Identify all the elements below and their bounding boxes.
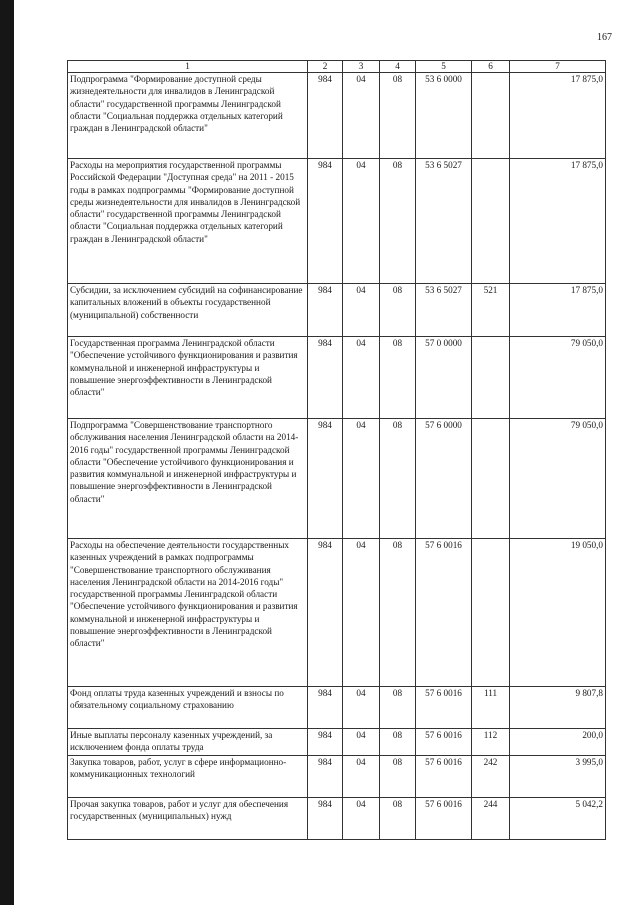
row-name: Государственная программа Ленинградской области "Обеспечение устойчивого функционирования и развития коммунальной и инженерной инфраструктуры и повышение энергоэффективности в Ленинградской области" (68, 337, 308, 419)
cell-amount: 19 050,0 (510, 539, 606, 687)
cell-code: 984 (308, 729, 343, 756)
row-name: Иные выплаты персоналу казенных учреждений, за исключением фонда оплаты труда (68, 729, 308, 756)
table-row (68, 729, 606, 756)
column-header: 7 (510, 61, 606, 73)
cell-expense-type: 242 (472, 756, 510, 798)
table-row (68, 756, 606, 798)
cell-code: 984 (308, 159, 343, 284)
budget-table (67, 60, 606, 840)
row-name: Закупка товаров, работ, услуг в сфере информационно-коммуникационных технологий (68, 756, 308, 798)
table-row (68, 798, 606, 840)
cell-code: 984 (308, 687, 343, 729)
column-header: 6 (472, 61, 510, 73)
cell-subsection: 08 (380, 798, 416, 840)
cell-amount: 5 042,2 (510, 798, 606, 840)
cell-code: 984 (308, 284, 343, 337)
cell-amount: 79 050,0 (510, 419, 606, 539)
row-name: Подпрограмма "Формирование доступной среды жизнедеятельности для инвалидов в Ленинградской области" государственной программы Ленинградской области "Социальная поддержка отдельных категорий граждан в Ленинградской области" (68, 73, 308, 159)
cell-code: 984 (308, 756, 343, 798)
cell-amount: 9 807,8 (510, 687, 606, 729)
cell-expense-type (472, 73, 510, 159)
cell-expense-type (472, 419, 510, 539)
row-name: Фонд оплаты труда казенных учреждений и взносы по обязательному социальному страхованию (68, 687, 308, 729)
cell-subsection: 08 (380, 687, 416, 729)
table-row (68, 284, 606, 337)
table-row (68, 687, 606, 729)
column-header: 3 (343, 61, 380, 73)
cell-target: 57 6 0016 (416, 798, 472, 840)
row-name: Расходы на обеспечение деятельности государственных казенных учреждений в рамках подпрограммы "Совершенствование транспортного обслуживания населения Ленинградской области на 2014-2016 годы" государственной программы Ленинградской области "Обеспечение устойчивого функционирования и развития коммунальной и инженерной инфраструктуры и повышение энергоэффективности в Ленинградской области" (68, 539, 308, 687)
scan-edge (0, 0, 14, 905)
cell-expense-type: 521 (472, 284, 510, 337)
cell-section: 04 (343, 756, 380, 798)
cell-expense-type: 111 (472, 687, 510, 729)
cell-amount: 3 995,0 (510, 756, 606, 798)
table-row (68, 419, 606, 539)
cell-section: 04 (343, 687, 380, 729)
row-name: Прочая закупка товаров, работ и услуг для обеспечения государственных (муниципальных) нужд (68, 798, 308, 840)
cell-subsection: 08 (380, 539, 416, 687)
cell-section: 04 (343, 539, 380, 687)
cell-target: 57 6 0016 (416, 687, 472, 729)
cell-subsection: 08 (380, 73, 416, 159)
cell-subsection: 08 (380, 756, 416, 798)
cell-expense-type (472, 539, 510, 687)
cell-code: 984 (308, 337, 343, 419)
cell-target: 53 6 0000 (416, 73, 472, 159)
row-name: Субсидии, за исключением субсидий на софинансирование капитальных вложений в объекты государственной (муниципальной) собственности (68, 284, 308, 337)
cell-expense-type: 112 (472, 729, 510, 756)
cell-section: 04 (343, 337, 380, 419)
cell-code: 984 (308, 419, 343, 539)
cell-target: 57 0 0000 (416, 337, 472, 419)
cell-code: 984 (308, 73, 343, 159)
cell-subsection: 08 (380, 159, 416, 284)
cell-section: 04 (343, 798, 380, 840)
cell-subsection: 08 (380, 419, 416, 539)
cell-amount: 200,0 (510, 729, 606, 756)
column-header: 2 (308, 61, 343, 73)
table-row (68, 159, 606, 284)
cell-expense-type (472, 159, 510, 284)
cell-amount: 17 875,0 (510, 159, 606, 284)
cell-section: 04 (343, 729, 380, 756)
cell-amount: 17 875,0 (510, 73, 606, 159)
cell-target: 53 6 5027 (416, 159, 472, 284)
cell-target: 57 6 0000 (416, 419, 472, 539)
row-name: Подпрограмма "Совершенствование транспортного обслуживания населения Ленинградской области на 2014-2016 годы" государственной программы Ленинградской области "Обеспечение устойчивого функционирования и развития коммунальной и инженерной инфраструктуры и повышение энергоэффективности в Ленинградской области" (68, 419, 308, 539)
cell-section: 04 (343, 284, 380, 337)
cell-amount: 17 875,0 (510, 284, 606, 337)
table-header-row (68, 61, 606, 73)
cell-section: 04 (343, 159, 380, 284)
cell-code: 984 (308, 539, 343, 687)
column-header: 4 (380, 61, 416, 73)
cell-section: 04 (343, 73, 380, 159)
page-number: 167 (597, 32, 612, 43)
cell-subsection: 08 (380, 337, 416, 419)
table-row (68, 73, 606, 159)
cell-target: 57 6 0016 (416, 729, 472, 756)
column-header: 5 (416, 61, 472, 73)
cell-target: 57 6 0016 (416, 756, 472, 798)
cell-subsection: 08 (380, 729, 416, 756)
row-name: Расходы на мероприятия государственной программы Российской Федерации "Доступная среда" на 2011 - 2015 годы в рамках подпрограммы "Формирование доступной среды жизнедеятельности для инвалидов в Ленинградской области" государственной программы Ленинградской области "Социальная поддержка отдельных категорий граждан в Ленинградской области" (68, 159, 308, 284)
cell-subsection: 08 (380, 284, 416, 337)
table-row (68, 337, 606, 419)
column-header: 1 (68, 61, 308, 73)
cell-amount: 79 050,0 (510, 337, 606, 419)
cell-section: 04 (343, 419, 380, 539)
cell-code: 984 (308, 798, 343, 840)
cell-target: 53 6 5027 (416, 284, 472, 337)
cell-expense-type: 244 (472, 798, 510, 840)
cell-target: 57 6 0016 (416, 539, 472, 687)
table-row (68, 539, 606, 687)
cell-expense-type (472, 337, 510, 419)
